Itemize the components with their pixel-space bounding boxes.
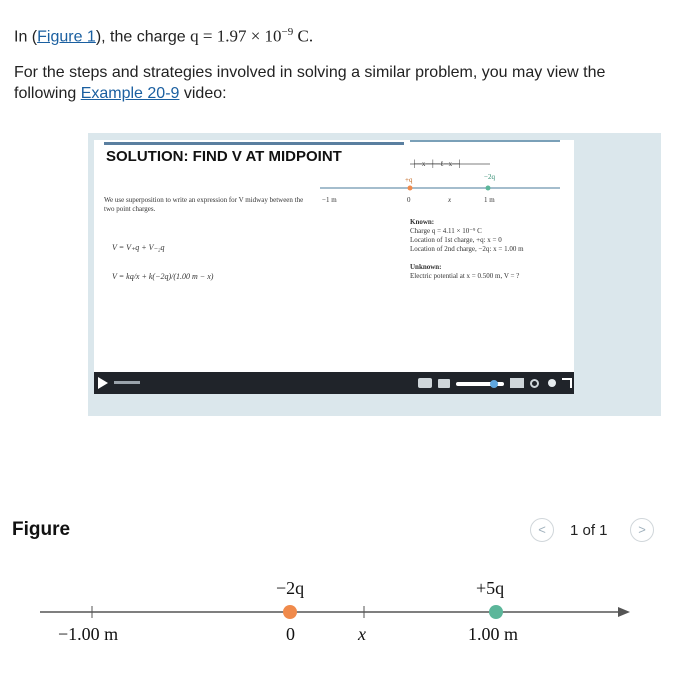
charge-right-dot xyxy=(489,605,503,619)
video-minus2q-dot xyxy=(486,186,491,191)
intro-text-2: ), the charge xyxy=(95,28,191,46)
charge-right-label: +5q xyxy=(476,578,505,598)
example-video-link[interactable]: Example 20-9 xyxy=(80,85,180,102)
figure-diagram xyxy=(0,560,674,670)
next-figure-button[interactable]: > xyxy=(630,518,654,542)
volume-slider-knob[interactable] xyxy=(490,380,498,388)
video-eq2: V = kq/x + k(−2q)/(1.00 m − x) xyxy=(112,272,214,281)
slide-rule-left xyxy=(104,142,404,145)
video-label-zero: 0 xyxy=(407,196,411,204)
video-label-x: x xyxy=(448,196,452,204)
tick-label-x: x xyxy=(358,624,366,644)
volume-icon[interactable] xyxy=(438,379,450,388)
settings-icon[interactable] xyxy=(510,378,524,388)
video-diagram xyxy=(300,150,570,210)
figure-label: Figure xyxy=(12,519,71,540)
video-description: We use superposition to write an expression for V midway between the two point charges. xyxy=(104,196,304,213)
video-plus-q-dot xyxy=(408,186,413,191)
tick-label-zero: 0 xyxy=(286,624,295,644)
video-diagram-top: ├─x─┼─ℓ─x─┤ xyxy=(412,160,463,168)
tick-label-pos: 1.00 m xyxy=(468,624,519,644)
known-line-3: Location of 2nd charge, −2q: x = 1.00 m xyxy=(410,245,524,253)
prev-figure-button[interactable]: < xyxy=(530,518,554,542)
help-suffix: video: xyxy=(179,85,227,102)
figure-pager: 1 of 1 xyxy=(570,522,608,539)
dot-icon[interactable] xyxy=(548,379,556,387)
video-eq1: V = V₊q + V₋₂q xyxy=(112,243,165,252)
known-line-1: Charge q = 4.11 × 10⁻⁹ C xyxy=(410,227,482,235)
help-paragraph xyxy=(14,62,664,104)
charge-equation: q = 1.97 × 10 xyxy=(190,26,282,46)
help-text: For the steps and strategies involved in solving a similar problem, you may view the following xyxy=(14,64,606,102)
known-header: Known: xyxy=(410,218,435,226)
video-label-1m: 1 m xyxy=(484,196,495,204)
captions-icon[interactable] xyxy=(418,378,432,388)
charge-left-dot xyxy=(283,605,297,619)
axis-arrowhead xyxy=(618,607,630,617)
video-label-neg1m: −1 m xyxy=(322,196,337,204)
unknown-header: Unknown: xyxy=(410,263,442,271)
charge-left-label: −2q xyxy=(276,578,305,598)
play-icon[interactable] xyxy=(98,377,108,389)
video-label-plusq: +q xyxy=(405,176,413,184)
figure-link[interactable]: Figure 1 xyxy=(37,28,96,46)
time-display xyxy=(114,381,140,384)
tick-label-neg: −1.00 m xyxy=(58,624,119,644)
charge-exponent: −9 xyxy=(281,26,294,38)
known-line-2: Location of 1st charge, +q: x = 0 xyxy=(410,236,502,244)
fullscreen-icon[interactable] xyxy=(562,378,572,388)
video-label-minus2q: −2q xyxy=(484,173,495,181)
charge-unit: C. xyxy=(293,26,314,46)
question-intro xyxy=(14,26,313,46)
slide-rule-right xyxy=(410,140,560,142)
chapters-icon[interactable] xyxy=(530,379,539,388)
intro-text: In ( xyxy=(14,28,38,46)
unknown-line: Electric potential at x = 0.500 m, V = ? xyxy=(410,272,520,280)
video-title: SOLUTION: FIND V AT MIDPOINT xyxy=(106,148,342,165)
